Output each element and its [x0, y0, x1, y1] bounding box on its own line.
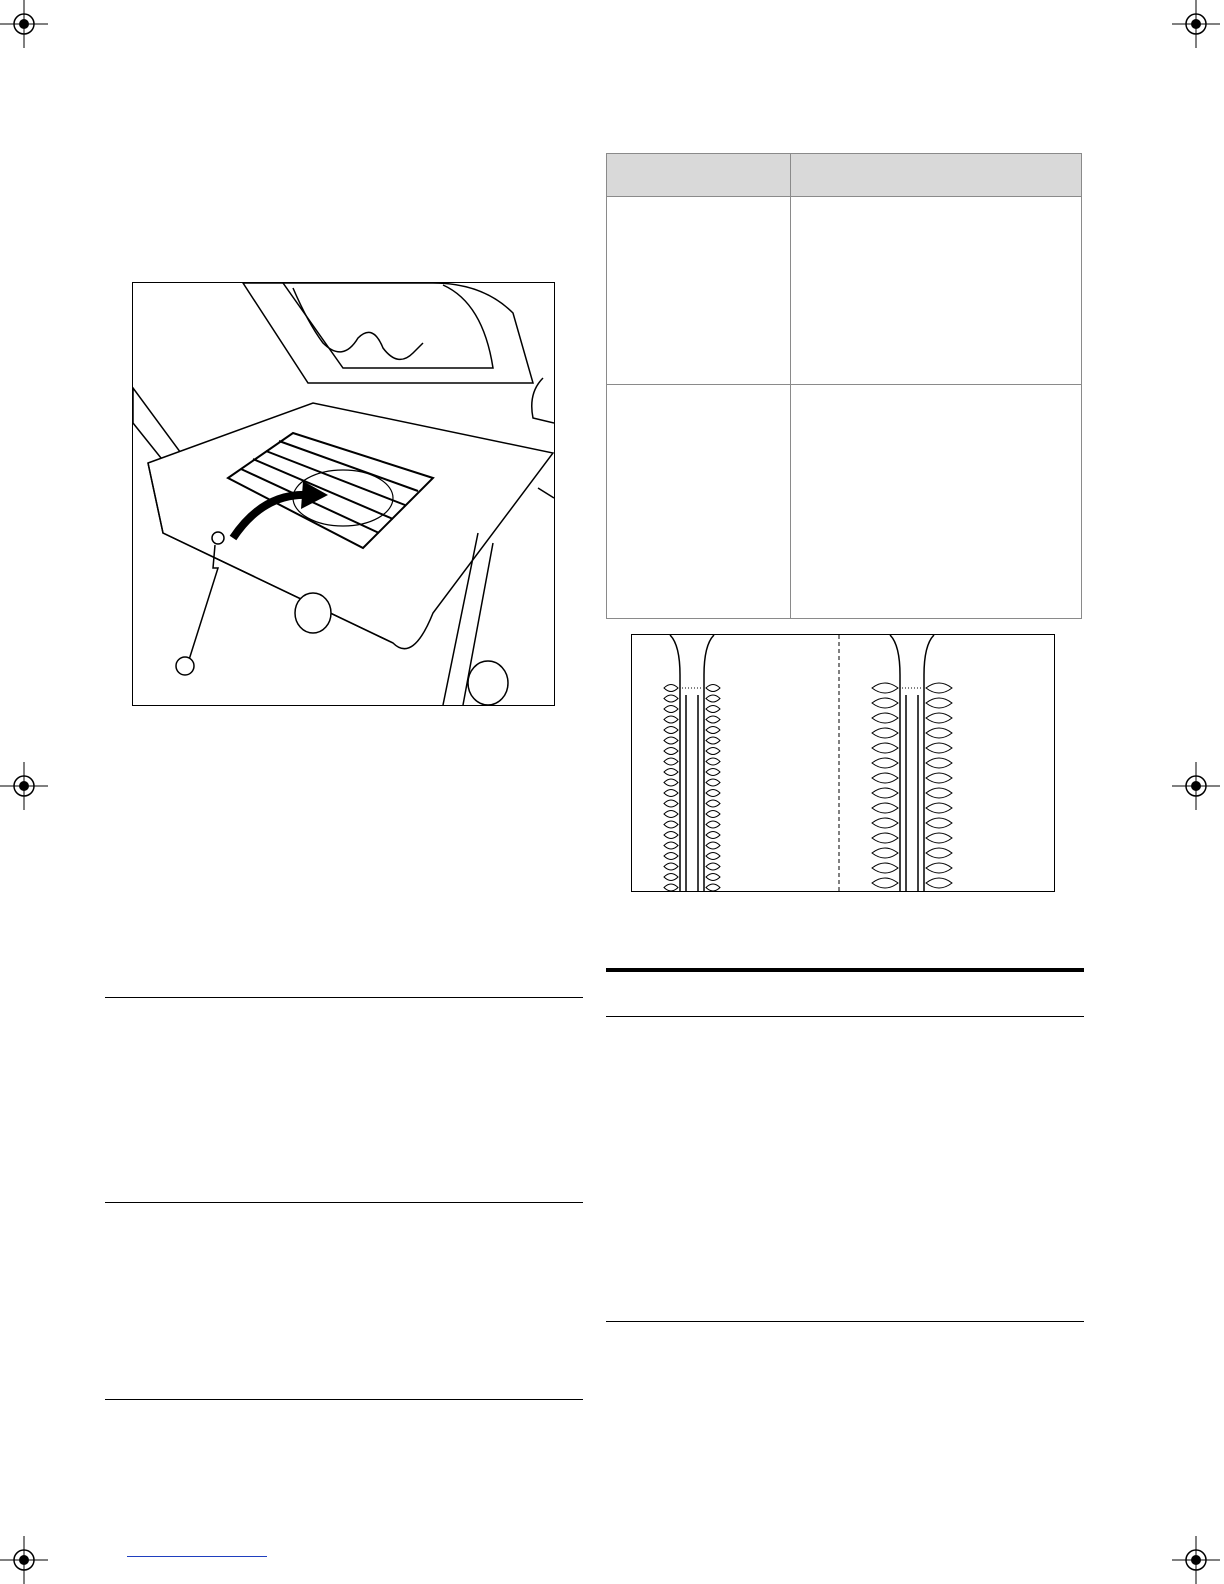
section-divider	[105, 997, 583, 998]
section-heading-rule	[606, 968, 1084, 972]
flame-mark	[926, 698, 952, 708]
flame-mark	[706, 832, 720, 839]
flame-mark	[706, 884, 720, 891]
burner-flame-figure	[631, 634, 1055, 892]
flame-mark	[664, 874, 678, 881]
registration-mark-icon	[1172, 1536, 1220, 1584]
flame-mark	[926, 833, 952, 843]
flame-mark	[706, 800, 720, 807]
flame-mark	[664, 821, 678, 828]
table-header-row	[607, 154, 1081, 197]
flame-mark	[872, 683, 898, 693]
table-cell	[790, 385, 1081, 619]
flame-mark	[926, 863, 952, 873]
flame-mark	[926, 773, 952, 783]
flame-mark	[706, 706, 720, 713]
table-cell	[790, 197, 1081, 385]
flame-mark	[706, 716, 720, 723]
flame-mark	[872, 788, 898, 798]
grill-figure	[132, 282, 555, 706]
flame-mark	[872, 878, 898, 888]
grill-ignition-illustration-icon	[133, 283, 554, 705]
table-header-cell	[790, 154, 1081, 197]
flame-mark	[926, 803, 952, 813]
flame-mark	[706, 842, 720, 849]
registration-mark-icon	[0, 762, 48, 810]
flame-mark	[664, 853, 678, 860]
burner-flame-pattern-illustration-icon	[632, 635, 1054, 891]
flame-mark	[872, 743, 898, 753]
flame-mark	[706, 790, 720, 797]
flame-mark	[706, 821, 720, 828]
table-row	[607, 197, 1081, 385]
flame-mark	[664, 727, 678, 734]
section-divider	[105, 1202, 583, 1203]
troubleshooting-table	[606, 153, 1082, 619]
flame-mark	[664, 737, 678, 744]
flame-mark	[664, 842, 678, 849]
flame-mark	[926, 788, 952, 798]
table-cell	[607, 385, 790, 619]
flame-mark	[664, 685, 678, 692]
flame-mark	[872, 863, 898, 873]
registration-mark-icon	[0, 0, 48, 48]
flame-mark	[664, 695, 678, 702]
flame-mark	[706, 874, 720, 881]
registration-mark-icon	[0, 1536, 48, 1584]
registration-mark-icon	[1172, 762, 1220, 810]
flame-mark	[926, 728, 952, 738]
flame-mark	[664, 832, 678, 839]
section-divider	[105, 1399, 583, 1400]
flame-mark	[872, 728, 898, 738]
flame-mark	[706, 863, 720, 870]
flame-mark	[926, 848, 952, 858]
flame-mark	[872, 773, 898, 783]
flame-mark	[706, 779, 720, 786]
flame-mark	[664, 706, 678, 713]
flame-mark	[664, 800, 678, 807]
flame-mark	[664, 779, 678, 786]
footer-link[interactable]	[127, 1556, 267, 1557]
flame-mark	[664, 884, 678, 891]
section-divider	[606, 1016, 1084, 1017]
flame-mark	[706, 727, 720, 734]
flame-mark	[872, 803, 898, 813]
table-cell	[607, 197, 790, 385]
flame-mark	[706, 695, 720, 702]
flame-mark	[872, 698, 898, 708]
flame-mark	[872, 848, 898, 858]
flame-mark	[664, 758, 678, 765]
flame-mark	[706, 737, 720, 744]
flame-mark	[706, 758, 720, 765]
flame-mark	[664, 769, 678, 776]
registration-mark-icon	[1172, 0, 1220, 48]
flame-mark	[926, 878, 952, 888]
flame-mark	[664, 863, 678, 870]
flame-mark	[706, 811, 720, 818]
flame-mark	[926, 683, 952, 693]
flame-mark	[872, 713, 898, 723]
flame-mark	[926, 758, 952, 768]
flame-mark	[926, 713, 952, 723]
table-row	[607, 385, 1081, 619]
flame-mark	[926, 743, 952, 753]
flame-mark	[706, 748, 720, 755]
flame-mark	[706, 853, 720, 860]
flame-mark	[872, 818, 898, 828]
flame-mark	[706, 769, 720, 776]
flame-mark	[926, 818, 952, 828]
flame-mark	[664, 811, 678, 818]
table-header-cell	[607, 154, 790, 197]
flame-mark	[664, 716, 678, 723]
flame-mark	[664, 790, 678, 797]
section-divider	[606, 1321, 1084, 1322]
flame-mark	[872, 758, 898, 768]
flame-mark	[664, 748, 678, 755]
flame-mark	[872, 833, 898, 843]
flame-mark	[706, 685, 720, 692]
